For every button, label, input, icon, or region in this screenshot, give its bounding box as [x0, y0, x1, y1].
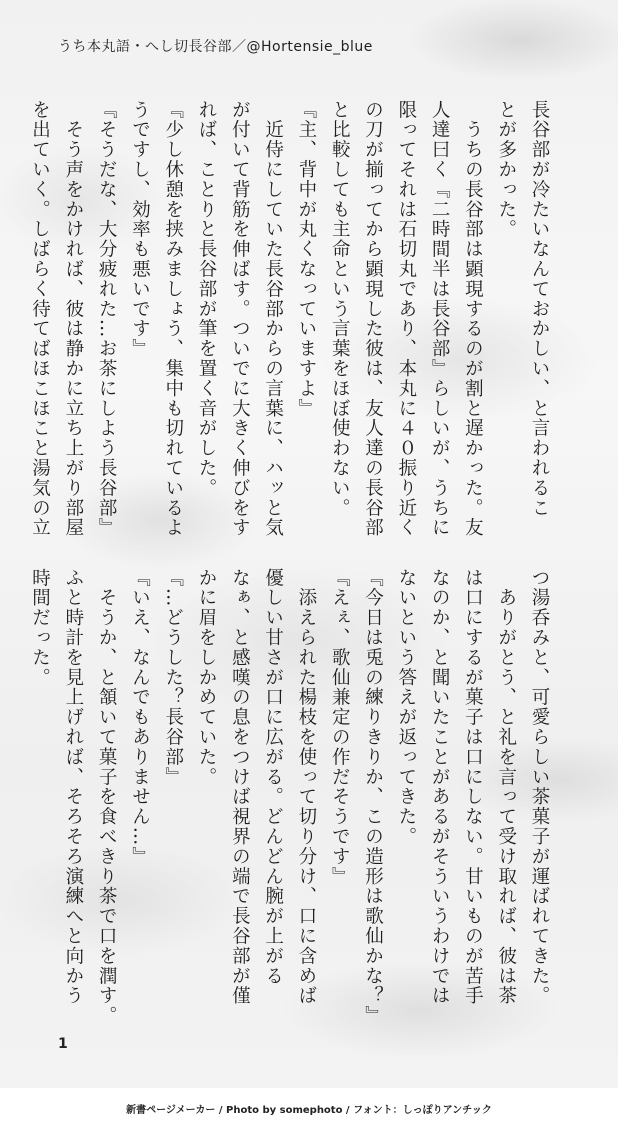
text-line: れば、ことりと長谷部が筆を置く音がした。	[196, 100, 218, 498]
text-line: ふと時計を見上げれば、そろそろ演練へと向かう	[62, 568, 84, 1006]
text-line: の刀が揃ってから顕現した彼は、友人達の長谷部	[362, 100, 384, 538]
text-line: ないという答えが返ってきた。	[395, 568, 417, 847]
text-line: 時間だった。	[29, 568, 51, 688]
text-line: と比較しても主命という言葉をほぼ使わない。	[329, 100, 351, 518]
text-line: 添えられた楊枝を使って切り分け、口に含めば	[295, 568, 317, 1006]
text-line: 『そうだな、大分疲れた…お茶にしよう長谷部』	[96, 100, 118, 538]
text-line: が付いて背筋を伸ばす。ついでに大きく伸びをす	[229, 100, 251, 538]
text-line: 人達曰く『二時間半は長谷部』らしいが、うちに	[429, 100, 451, 538]
text-line: 『…どうした？長谷部』	[162, 568, 184, 787]
text-line: 『主、背中が丸くなっていますよ』	[295, 100, 317, 419]
text-line: うちの長谷部は顕現するのが割と遅かった。友	[462, 100, 484, 538]
text-line: そう声をかければ、彼は静かに立ち上がり部屋	[62, 100, 84, 538]
text-line: そうか、と頷いて菓子を食べきり茶で口を潤す。	[96, 568, 118, 1026]
text-line: 『少し休憩を挟みましょう、集中も切れているよ	[162, 100, 184, 538]
text-line: 長谷部が冷たいなんておかしい、と言われるこ	[529, 100, 550, 518]
text-line: かに眉をしかめていた。	[196, 568, 218, 787]
text-line: 近侍にしていた長谷部からの言葉に、ハッと気	[262, 100, 284, 538]
text-line: なのか、と聞いたことがあるがそういうわけでは	[429, 568, 451, 1006]
text-line: つ湯呑みと、可愛らしい茶菓子が運ばれてきた。	[529, 568, 550, 1006]
text-line: は口にするが菓子は口にしない。甘いものが苦手	[462, 568, 484, 1006]
text-line: 限ってそれは石切丸であり、本丸に４０振り近く	[395, 100, 417, 538]
footer-credit: 新書ページメーカー / Photo by somephoto / フォント：しっぽりアンチック	[126, 1105, 492, 1116]
text-line: 優しい甘さが口に広がる。どんどん腕が上がる	[262, 568, 284, 986]
page-number: 1	[58, 1036, 68, 1052]
text-line: うですし、効率も悪いです』	[129, 100, 151, 359]
text-line: 『今日は兎の練りきりか、この造形は歌仙かな？』	[362, 568, 384, 1026]
text-line: なぁ、と感嘆の息をつけば視界の端で長谷部が僅	[229, 568, 251, 1006]
page-header: うち本丸語・へし切長谷部／@Hortensie_blue	[58, 39, 373, 55]
upper-text-block	[29, 100, 556, 540]
text-line: を出ていく。しばらく待てばほこほこと湯気の立	[29, 100, 51, 538]
text-line: 『えぇ、歌仙兼定の作だそうです』	[329, 568, 351, 887]
lower-text-block	[29, 568, 556, 1026]
text-line: とが多かった。	[495, 100, 517, 240]
text-line: 『いえ、なんでもありません…』	[129, 568, 151, 867]
text-line: ありがとう、と礼を言って受け取れば、彼は茶	[495, 568, 517, 1006]
